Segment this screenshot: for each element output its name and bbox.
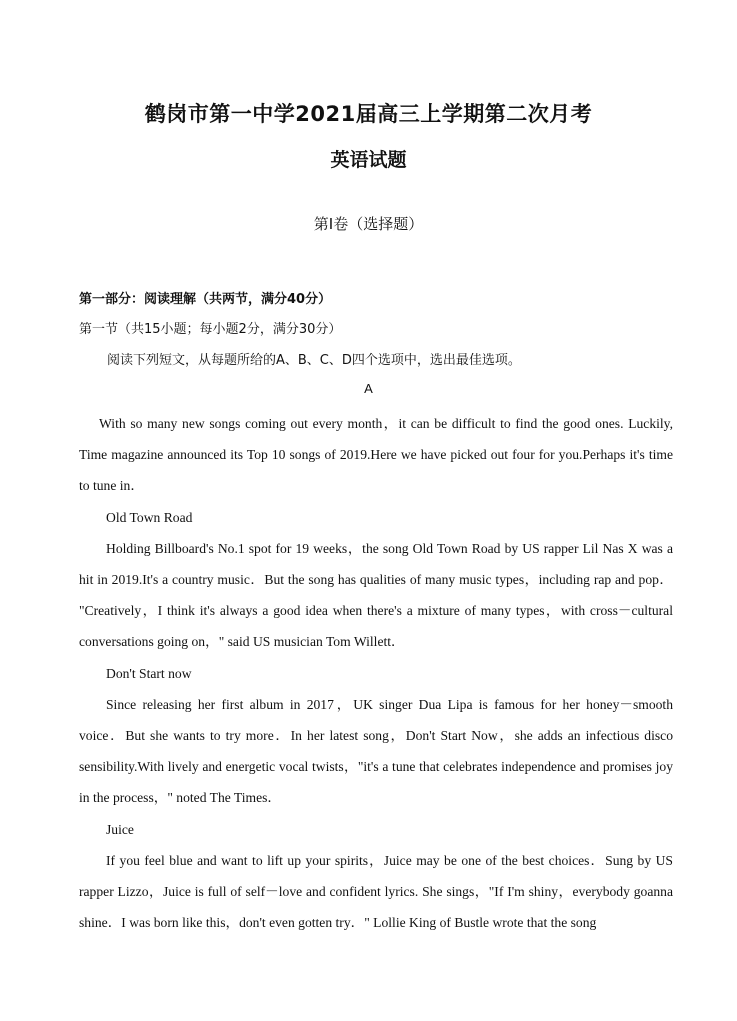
song-paragraph-2: Since releasing her first album in 2017，UK singer Dua Lipa is famous for her honey－smooth voice．But she wants to try more．In her latest song，Don't Start Now，she adds an infectious disco sensibility.With lively and energetic vocal twists，"it's a tune that celebrates independence and promises joy in the process，" noted The Times． <box>79 696 673 806</box>
song-title-2: Don't Start now <box>106 665 192 681</box>
passage-body <box>79 408 673 938</box>
passage-label: A <box>364 381 373 396</box>
section-heading: 第一部分：阅读理解（共两节，满分40分） <box>79 292 332 307</box>
subsection-heading: 第一节（共15小题；每小题2分，满分30分） <box>79 322 342 337</box>
volume-heading: 第Ⅰ卷（选择题） <box>313 215 424 233</box>
song-title-1: Old Town Road <box>106 509 193 525</box>
instruction-text: 阅读下列短文，从每题所给的A、B、C、D四个选项中，选出最佳选项。 <box>107 353 521 368</box>
subject-title: 英语试题 <box>330 149 407 171</box>
song-title-3: Juice <box>106 821 134 837</box>
exam-title: 鹤岗市第一中学2021届高三上学期第二次月考 <box>144 102 593 126</box>
intro-paragraph: With so many new songs coming out every month，it can be difficult to find the good ones. Luckily, Time magazine announced its Top 10 songs of 2019.Here we have picked out four for you.Perhaps it's time to tune in． <box>79 416 673 494</box>
song-paragraph-1: Holding Billboard's No.1 spot for 19 weeks，the song Old Town Road by US rapper Lil Nas X was a hit in 2019.It's a country music．But the song has qualities of many music types，including rap and pop． "Creatively，I think it's always a good idea when there's a mixture of many types，with cross－cultural conversations going on，" said US musician Tom Willett． <box>79 540 673 650</box>
song-paragraph-3: If you feel blue and want to lift up your spirits，Juice may be one of the best choices．Sung by US rapper Lizzo，Juice is full of self－love and confident lyrics. She sings，"If I'm shiny，everybody goanna shine．I was born like this，don't even gotten try．" Lollie King of Bustle wrote that the song <box>79 852 673 931</box>
